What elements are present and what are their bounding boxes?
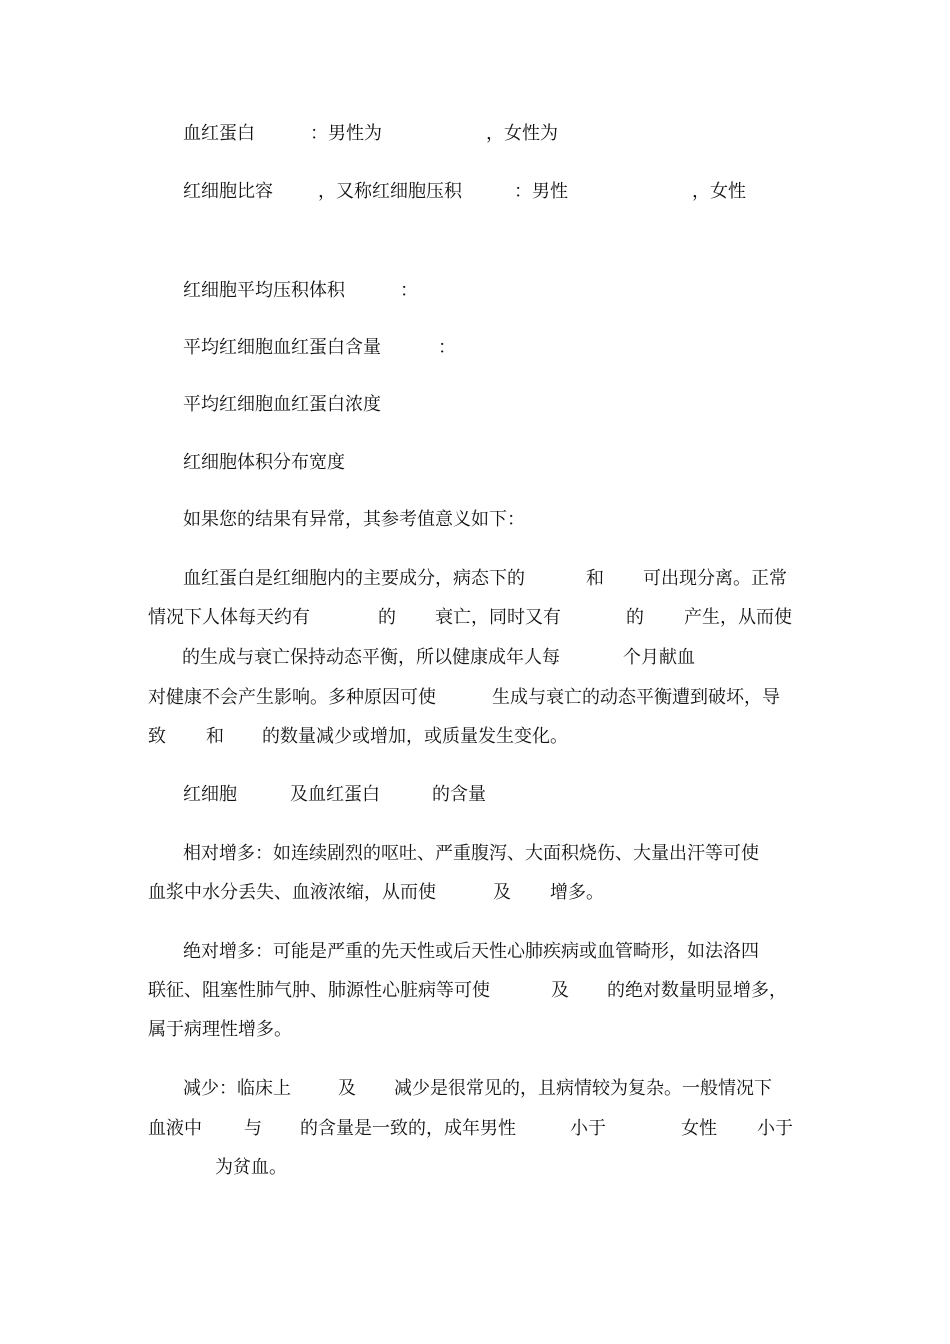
text-fragment: 女性 [681, 1118, 717, 1139]
text-fragment: ：男性 [514, 181, 568, 202]
text-fragment: 血红蛋白是红细胞内的主要成分，病态下的 [183, 568, 525, 589]
text-fragment: 衰亡，同时又有 [435, 607, 561, 628]
text-fragment: 和 [206, 726, 224, 747]
text-fragment: ，女性 [692, 181, 746, 202]
text-fragment: ：男性为 [310, 123, 382, 144]
text-fragment: 为贫血。 [215, 1157, 287, 1178]
text-fragment: 增多。 [550, 882, 604, 903]
text-fragment: 的含量 [432, 784, 486, 805]
text-fragment: 减少：临床上 [183, 1078, 291, 1099]
text-fragment: 的数量减少或增加，或质量发生变化。 [262, 726, 568, 747]
text-fragment: 联征、阻塞性肺气肿、肺源性心脏病等可使 [148, 980, 490, 1001]
text-fragment: 红细胞体积分布宽度 [183, 452, 345, 473]
text-fragment: 红细胞平均压积体积 [183, 280, 345, 301]
text-fragment: 情况下人体每天约有 [148, 607, 310, 628]
text-fragment: 属于病理性增多。 [148, 1019, 292, 1040]
text-fragment: 相对增多：如连续剧烈的呕吐、严重腹泻、大面积烧伤、大量出汗等可使 [183, 843, 759, 864]
text-fragment: 绝对增多：可能是严重的先天性或后天性心肺疾病或血管畸形，如法洛四 [183, 941, 759, 962]
text-fragment: 可出现分离。正常 [643, 568, 787, 589]
text-fragment: 红细胞 [183, 784, 237, 805]
text-fragment: 小于 [757, 1118, 793, 1139]
text-fragment: ： [400, 280, 418, 301]
text-fragment: 如果您的结果有异常，其参考值意义如下： [183, 509, 525, 530]
text-fragment: 的 [626, 607, 644, 628]
text-fragment: 个月献血 [623, 647, 695, 668]
text-fragment: 平均红细胞血红蛋白含量 [183, 337, 381, 358]
text-fragment: 与 [244, 1118, 262, 1139]
text-fragment: 及 [493, 882, 511, 903]
text-fragment: 和 [586, 568, 604, 589]
text-fragment: 红细胞比容 [183, 181, 273, 202]
text-fragment: ： [438, 337, 456, 358]
text-fragment: 减少是很常见的，且病情较为复杂。一般情况下 [394, 1078, 772, 1099]
text-fragment: 血浆中水分丢失、血液浓缩，从而使 [148, 882, 436, 903]
text-fragment: 及血红蛋白 [290, 784, 380, 805]
text-fragment: 及 [551, 980, 569, 1001]
text-fragment: 及 [338, 1078, 356, 1099]
text-fragment: 的生成与衰亡保持动态平衡，所以健康成年人每 [182, 647, 560, 668]
text-fragment: 致 [148, 726, 166, 747]
text-fragment: 的 [378, 607, 396, 628]
text-fragment: 产生，从而使 [684, 607, 792, 628]
text-fragment: 血红蛋白 [183, 123, 255, 144]
text-fragment: ，又称红细胞压积 [318, 181, 462, 202]
text-fragment: 对健康不会产生影响。多种原因可使 [148, 687, 436, 708]
text-fragment: 的绝对数量明显增多， [607, 980, 787, 1001]
text-fragment: 小于 [570, 1118, 606, 1139]
text-fragment: 生成与衰亡的动态平衡遭到破坏，导 [492, 687, 780, 708]
text-fragment: 血液中 [148, 1118, 202, 1139]
text-fragment: 的含量是一致的，成年男性 [300, 1118, 516, 1139]
text-fragment: 平均红细胞血红蛋白浓度 [183, 394, 381, 415]
text-fragment: ，女性为 [486, 123, 558, 144]
